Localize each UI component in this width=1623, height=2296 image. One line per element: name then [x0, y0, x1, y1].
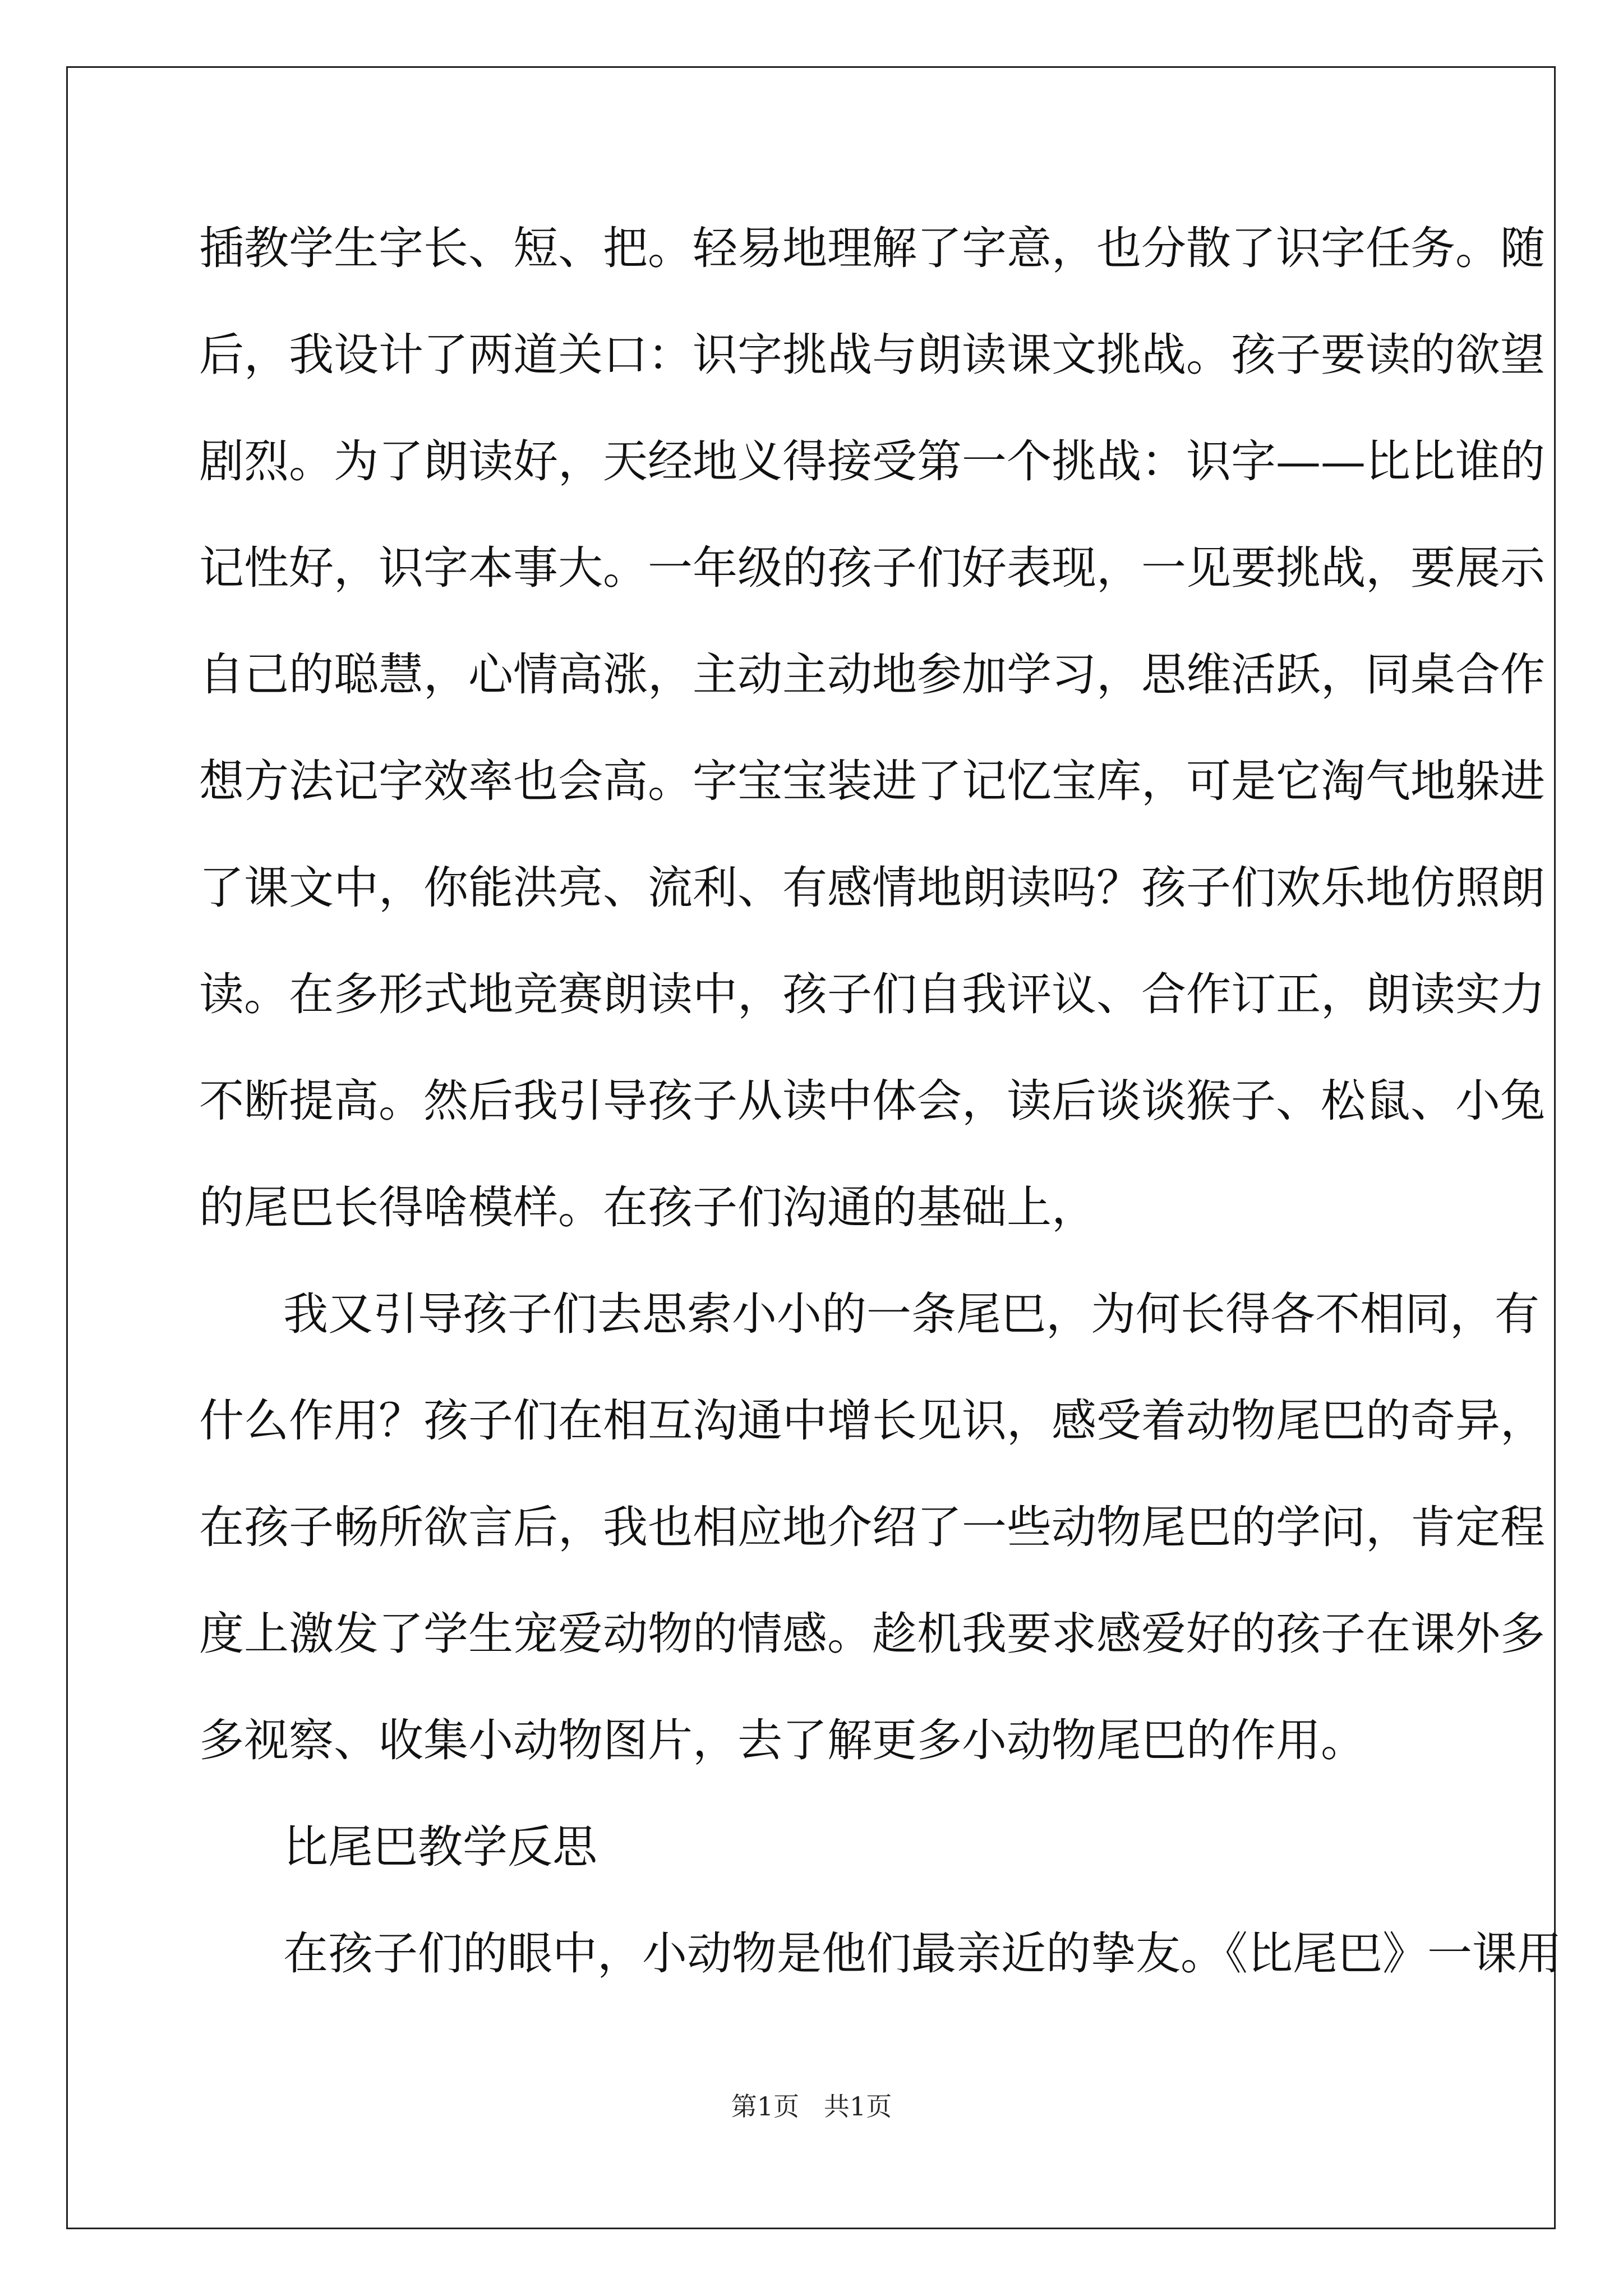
- text-line: 的尾巴长得啥模样。在孩子们沟通的基础上，: [199, 1181, 1096, 1234]
- paragraph-start-line: 我又引导孩子们去思索小小的一条尾巴，为何长得各不相同，有: [283, 1288, 1539, 1340]
- text-line: 剧烈。为了朗读好，天经地义得接受第一个挑战：识字——比比谁的: [199, 435, 1545, 487]
- text-line: 插教学生字长、短、把。轻易地理解了字意，也分散了识字任务。随: [199, 222, 1545, 274]
- text-line: 读。在多形式地竞赛朗读中，孩子们自我评议、合作订正，朗读实力: [199, 968, 1545, 1020]
- text-line: 想方法记字效率也会高。字宝宝装进了记忆宝库，可是它淘气地躲进: [199, 755, 1545, 807]
- text-line: 记性好，识字本事大。一年级的孩子们好表现，一见要挑战，要展示: [199, 542, 1545, 594]
- text-line: 后，我设计了两道关口：识字挑战与朗读课文挑战。孩子要读的欲望: [199, 329, 1545, 381]
- paragraph-start-line: 在孩子们的眼中，小动物是他们最亲近的挚友。《比尾巴》一课用: [283, 1927, 1562, 1980]
- text-line: 度上激发了学生宠爱动物的情感。趁机我要求感爱好的孩子在课外多: [199, 1608, 1545, 1660]
- page-footer: 第1页 共1页: [731, 2091, 892, 2122]
- text-line: 什么作用？孩子们在相互沟通中增长见识，感受着动物尾巴的奇异，: [199, 1395, 1545, 1447]
- text-line: 多视察、收集小动物图片，去了解更多小动物尾巴的作用。: [199, 1714, 1366, 1766]
- text-line: 不断提高。然后我引导孩子从读中体会，读后谈谈猴子、松鼠、小兔: [199, 1075, 1545, 1127]
- section-heading: 比尾巴教学反思: [283, 1821, 597, 1873]
- page-border: [66, 66, 1556, 2229]
- text-line: 在孩子畅所欲言后，我也相应地介绍了一些动物尾巴的学问，肯定程: [199, 1501, 1545, 1553]
- text-line: 自己的聪慧，心情高涨，主动主动地参加学习，思维活跃，同桌合作: [199, 648, 1545, 701]
- text-line: 了课文中，你能洪亮、流利、有感情地朗读吗？孩子们欢乐地仿照朗: [199, 862, 1545, 914]
